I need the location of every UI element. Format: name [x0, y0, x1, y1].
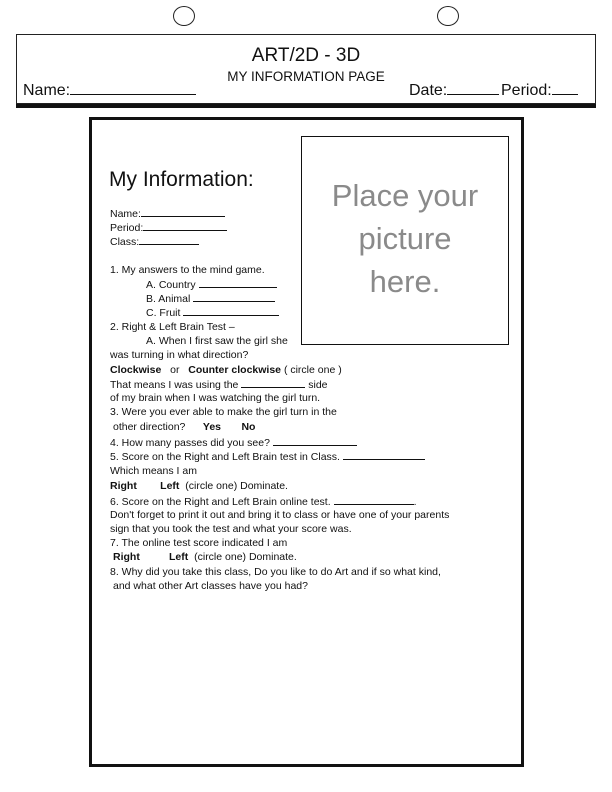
q7-options-row: [113, 551, 297, 564]
info-period-label: Period:: [110, 222, 144, 234]
q5-option-right[interactable]: Right: [110, 480, 137, 492]
q1-c-label: C. Fruit: [146, 307, 181, 319]
name-label: Name:: [23, 82, 71, 99]
period-field[interactable]: [501, 81, 578, 100]
section-title: My Information:: [109, 168, 254, 191]
q1-b-blank[interactable]: [193, 292, 275, 302]
q4-text: 4. How many passes did you see?: [110, 437, 270, 449]
q3-text: 3. Were you ever able to make the girl turn in the: [110, 406, 337, 418]
q7-option-right[interactable]: Right: [113, 551, 140, 563]
info-period-row[interactable]: [110, 221, 227, 235]
q1-a-label: A. Country: [146, 279, 196, 291]
q6-row[interactable]: [110, 495, 416, 509]
q1-a-row[interactable]: [146, 278, 277, 292]
q5-options-row: [110, 480, 288, 493]
q6-line3: sign that you took the test and what your score was.: [110, 523, 352, 535]
info-name-label: Name:: [110, 208, 141, 220]
q2-circle-hint: ( circle one ): [283, 364, 342, 376]
header-box: [16, 34, 596, 104]
q8-text: 8. Why did you take this class, Do you like to do Art and if so what kind,: [110, 566, 441, 578]
page-subtitle: MY INFORMATION PAGE: [227, 69, 385, 84]
name-blank[interactable]: [70, 81, 196, 95]
q8-line2: and what other Art classes have you had?: [113, 580, 308, 592]
q6-line2: Don't forget to print it out and bring it to class or have one of your parents: [110, 509, 450, 521]
q1-b-label: B. Animal: [146, 293, 191, 305]
q5-text: 5. Score on the Right and Left Brain test in Class.: [110, 451, 340, 463]
q7-text: 7. The online test score indicated I am: [110, 537, 288, 549]
q4-row[interactable]: [110, 436, 357, 450]
q3-option-yes[interactable]: Yes: [202, 421, 222, 433]
period-label: Period:: [501, 82, 552, 99]
q2-side-label: side: [308, 379, 328, 391]
q5-line2: Which means I am: [110, 465, 197, 477]
q2-side-blank[interactable]: [241, 378, 305, 388]
q1-text: 1. My answers to the mind game.: [110, 264, 265, 276]
page-title: ART/2D - 3D: [251, 45, 361, 66]
q1-a-blank[interactable]: [199, 278, 277, 288]
q7-option-left[interactable]: Left: [169, 551, 189, 563]
info-period-blank[interactable]: [143, 221, 227, 231]
q2-option-clockwise[interactable]: Clockwise: [110, 364, 162, 376]
info-class-blank[interactable]: [139, 235, 199, 245]
q2-a: A. When I first saw the girl she: [146, 335, 288, 347]
q2-means-label: That means I was using the: [110, 379, 239, 391]
q2-line2: was turning in what direction?: [110, 349, 249, 361]
date-blank[interactable]: [447, 81, 499, 95]
info-class-label: Class:: [110, 236, 140, 248]
q2-options-row: [110, 364, 342, 377]
q2-or: or: [170, 364, 180, 376]
date-label: Date:: [409, 82, 448, 99]
photo-placeholder-text: Place your picture here.: [331, 178, 479, 299]
date-field[interactable]: [409, 81, 499, 100]
name-field[interactable]: [23, 81, 196, 100]
q6-text: 6. Score on the Right and Left Brain online test.: [110, 496, 331, 508]
q5-option-left[interactable]: Left: [160, 480, 180, 492]
q7-tail: (circle one) Dominate.: [194, 551, 297, 563]
q3-line2: other direction?: [113, 421, 186, 433]
q2-option-counter-clockwise[interactable]: Counter clockwise: [188, 364, 282, 376]
q5-blank[interactable]: [343, 450, 425, 460]
q1-b-row[interactable]: [146, 292, 275, 306]
info-class-row[interactable]: [110, 235, 199, 249]
q4-blank[interactable]: [273, 436, 357, 446]
q2-means-row[interactable]: [110, 378, 328, 392]
info-name-blank[interactable]: [141, 207, 225, 217]
q5-row[interactable]: [110, 450, 425, 464]
photo-placeholder[interactable]: [301, 136, 509, 345]
q1-c-blank[interactable]: [183, 306, 279, 316]
binder-hole-left: [173, 6, 195, 26]
q2-text: 2. Right & Left Brain Test –: [110, 321, 235, 333]
q5-tail: (circle one) Dominate.: [185, 480, 288, 492]
q6-dot: .: [413, 496, 417, 508]
q2-means-line2: of my brain when I was watching the girl turn.: [110, 392, 321, 404]
info-name-row[interactable]: [110, 207, 225, 221]
header-divider: [16, 104, 596, 108]
q3-option-no[interactable]: No: [241, 421, 256, 433]
binder-hole-right: [437, 6, 459, 26]
q1-c-row[interactable]: [146, 306, 279, 320]
q6-blank[interactable]: [334, 495, 414, 505]
period-blank[interactable]: [552, 81, 578, 95]
q3-row2: [113, 421, 255, 434]
